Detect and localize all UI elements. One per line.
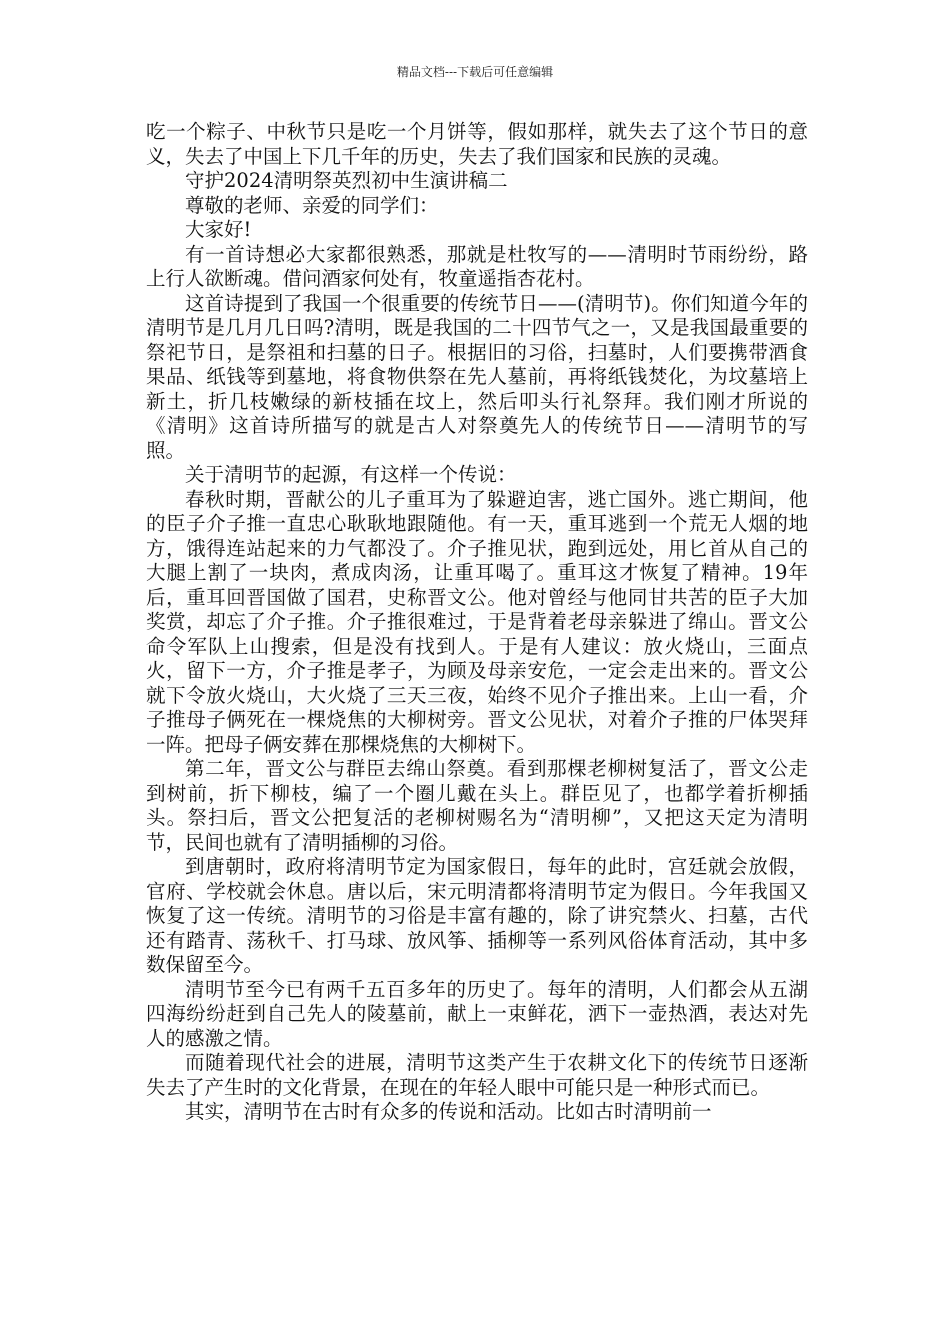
- paragraph: 到唐朝时，政府将清明节定为国家假日，每年的此时，宫廷就会放假，官府、学校就会休息。唐以后，宋元明清都将清明节定为假日。今年我国又恢复了这一传统。清明节的习俗是丰富有趣的，除了讲究禁火、扫墓，古代还有踏青、荡秋千、打马球、放风筝、插柳等一系列风俗体育活动，其中多数保留至今。: [146, 855, 808, 976]
- speech-title: 守护2024清明祭英烈初中生演讲稿二: [185, 169, 508, 192]
- paragraph: 关于清明节的起源，有这样一个传说：: [185, 463, 517, 486]
- paragraph: 这首诗提到了我国一个很重要的传统节日——(清明节)。你们知道今年的清明节是几月几日吗?清明，既是我国的二十四节气之一，又是我国最重要的祭祀节日，是祭祖和扫墓的日子。根据旧的习俗，扫墓时，人们要携带酒食果品、纸钱等到墓地，将食物供祭在先人墓前，再将纸钱焚化，为坟墓培上新土，折几枝嫩绿的新枝插在坟上，然后叩头行礼祭拜。我们刚才所说的《清明》这首诗所描写的就是古人对祭奠先人的传统节日——清明节的写照。: [146, 291, 808, 462]
- paragraph: 有一首诗想必大家都很熟悉，那就是杜牧写的——清明时节雨纷纷，路上行人欲断魂。借问酒家何处有，牧童遥指杏花村。: [146, 242, 808, 290]
- greeting: 大家好!: [185, 218, 252, 241]
- paragraph: 春秋时期，晋献公的儿子重耳为了躲避迫害，逃亡国外。逃亡期间，他的臣子介子推一直忠心耿耿地跟随他。有一天，重耳逃到一个荒无人烟的地方，饿得连站起来的力气都没了。介子推见状，跑到远处，用匕首从自己的大腿上割了一块肉，煮成肉汤，让重耳喝了。重耳这才恢复了精神。19年后，重耳回晋国做了国君，史称晋文公。他对曾经与他同甘共苦的臣子大加奖赏，却忘了介子推。介子推很难过，于是背着老母亲躲进了绵山。晋文公命令军队上山搜索，但是没有找到人。于是有人建议：放火烧山，三面点火，留下一方，介子推是孝子，为顾及母亲安危，一定会走出来的。晋文公就下令放火烧山，大火烧了三天三夜，始终不见介子推出来。上山一看，介子推母子俩死在一棵烧焦的大柳树旁。晋文公见状，对着介子推的尸体哭拜一阵。把母子俩安葬在那棵烧焦的大柳树下。: [146, 487, 808, 756]
- salutation: 尊敬的老师、亲爱的同学们：: [185, 193, 439, 217]
- page-header: 精品文档---下载后可任意编辑: [396, 65, 554, 79]
- paragraph: 清明节至今已有两千五百多年的历史了。每年的清明，人们都会从五湖四海纷纷赶到自己先人的陵墓前，献上一束鲜花，洒下一壶热酒，表达对先人的感激之情。: [146, 977, 808, 1050]
- paragraph-continuation: 吃一个粽子、中秋节只是吃一个月饼等，假如那样，就失去了这个节日的意义，失去了中国上下几千年的历史，失去了我们国家和民族的灵魂。: [146, 120, 808, 168]
- paragraph: 而随着现代社会的进展，清明节这类产生于农耕文化下的传统节日逐渐失去了产生时的文化背景，在现在的年轻人眼中可能只是一种形式而已。: [146, 1051, 808, 1099]
- document-body: [146, 120, 808, 1125]
- paragraph: 第二年，晋文公与群臣去绵山祭奠。看到那棵老柳树复活了，晋文公走到树前，折下柳枝，编了一个圈儿戴在头上。群臣见了，也都学着折柳插头。祭扫后，晋文公把复活的老柳树赐名为“清明柳”，又把这天定为清明节，民间也就有了清明插柳的习俗。: [146, 757, 808, 854]
- paragraph: 其实，清明节在古时有众多的传说和活动。比如古时清明前一: [185, 1100, 712, 1123]
